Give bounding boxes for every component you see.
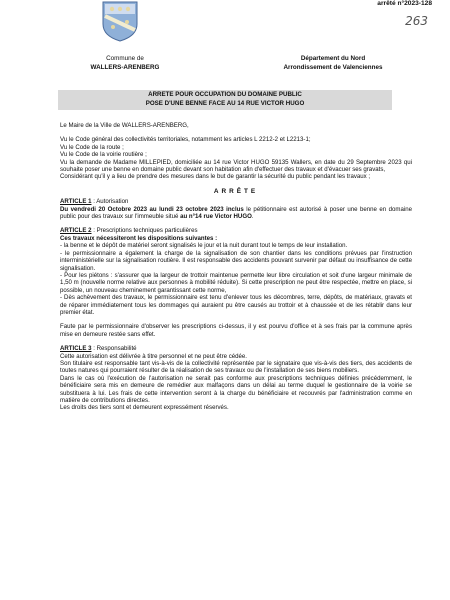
article-1-address: au n°14 rue Victor HUGO: [180, 213, 252, 221]
article-1-end: .: [251, 213, 254, 221]
considerant-line: Considérant qu'il y a lieu de prendre des mesures dans le but de garantir la sécurité du public pendant les travaux ;: [60, 173, 371, 181]
article-2-heading: [60, 227, 412, 234]
mayor-line: Le Maire de la Ville de WALLERS-ARENBERG,: [60, 122, 189, 129]
list-item: - la benne et le dépôt de matériel seront signalisés le jour et la nuit durant tout le temps de leur installation.: [60, 242, 348, 250]
commune-name: WALLERS-ARENBERG: [90, 63, 160, 71]
article-1-heading: [60, 198, 412, 205]
article-3-paragraph: Cette autorisation est délivrée à titre personnel et ne peut être cédée.: [60, 352, 247, 360]
article-1-dates: Du vendredi 20 Octobre 2023 au lundi 23 octobre 2023 inclus: [60, 205, 244, 213]
article-3-title: : Responsabilité: [91, 345, 137, 353]
list-item: - Dès achèvement des travaux, le permissionnaire est tenu d'enlever tous les décombres, terre, dépôts, de matériaux, gravats et de réparer immédiatement tous les dommages qui auraient pu être causés au trottoir et à chaussée et de les rétablir dans leur premier état.: [60, 294, 412, 316]
article-2-number: ARTICLE 2: [60, 227, 92, 235]
article-3-paragraph: Dans le cas où l'exécution de l'autorisation ne serait pas conforme aux prescriptions techniques définies précédemment, le bénéficiaire sera mis en demeure de remédier aux malfaçons dans un délai au terme duquel le gestionnaire de la voirie se substituera à lui. Les frais de cette intervention seront à la charge du bénéficiaire et recouvrés par l'administration comme en matière de contributions directes.: [60, 374, 412, 404]
coat-of-arms-logo: [95, 0, 145, 42]
article-2-fault: Faute par le permissionnaire d'observer les prescriptions ci-dessus, il y est pourvu d'office et à ses frais par la commune après mise en demeure restée sans effet.: [60, 323, 412, 338]
arrondissement-name: Arrondissement de Valenciennes: [283, 63, 383, 71]
vu-line: Vu le Code général des collectivités territoriales, notamment les articles L 2212-2 et L2213-1;: [60, 136, 311, 144]
vu-line: Vu le Code de la voirie routière ;: [60, 151, 147, 159]
article-2-intro: Ces travaux nécessiteront les dispositions suivantes :: [60, 234, 218, 242]
department-name: Département du Nord: [300, 55, 366, 62]
title-line-2: POSE D'UNE BENNE FACE AU 14 RUE VICTOR HUGO: [145, 99, 305, 107]
article-1-title: : Autorisation: [91, 198, 129, 206]
article-2-title: : Prescriptions techniques particulières: [91, 227, 198, 235]
handwritten-number: 263: [405, 14, 428, 28]
article-3-paragraph: Les droits des tiers sont et demeurent expressément réservés.: [60, 404, 229, 412]
commune-label: Commune de: [106, 55, 144, 62]
list-item: - le permissionnaire a également la charge de la signalisation de son chantier dans les conditions prévues par l'instruction interministérielle sur la signalisation routière. Il est responsable des accidents pouvant survenir par défaut ou insuffisance de cette signalisation.: [60, 249, 412, 272]
article-3-paragraph: Son titulaire est responsable tant vis-à-vis de la collectivité représentée par le signataire que vis-à-vis des tiers, des accidents de toutes natures qui pourraient résulter de la réalisation de ses travaux ou de l'installation de ses biens mobiliers.: [60, 359, 412, 375]
vu-line: Vu le Code de la route ;: [60, 143, 124, 151]
arrete-number: arrêté n°2023-128: [377, 0, 432, 7]
commune-block: [70, 55, 180, 72]
article-1-body: le pétitionnaire est autorisé à poser une benne en domaine public pour des travaux sur l'immeuble situé: [60, 205, 412, 221]
title-line-1: ARRETE POUR OCCUPATION DU DOMAINE PUBLIC: [148, 91, 302, 98]
article-3-number: ARTICLE 3: [60, 345, 92, 353]
document-title: [58, 90, 392, 110]
article-1-number: ARTICLE 1: [60, 198, 92, 206]
arrete-heading: ARRÊTE: [213, 187, 259, 195]
list-item: - Pour les piétons : s'assurer que la largeur de trottoir maintenue permette leur libre circulation et soit d'une largeur minimale de 1,50 m (nouvelle norme relative aux personnes à mobilité réduite). Si cette prescription ne peut être respectée, mettre en place, si possible, un nouveau cheminement garantissant cette norme,: [60, 271, 412, 294]
document-body: [60, 122, 412, 412]
vu-line: Vu la demande de Madame MILLEPIED, domiciliée au 14 rue Victor HUGO 59135 Wallers, en date du 29 Septembre 2023 qui souhaite poser une benne en domaine public devant son habitation afin d'effectuer des travaux et d'évacuer ses gravats,: [60, 158, 412, 174]
department-block: [258, 55, 408, 72]
article-3-heading: [60, 345, 412, 352]
article-1-text: [60, 206, 412, 221]
